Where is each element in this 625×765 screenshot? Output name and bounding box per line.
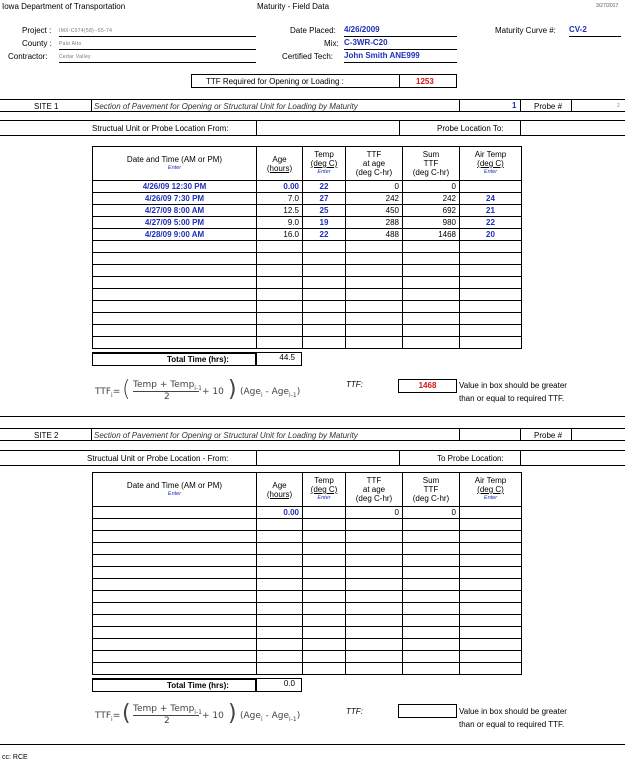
age-cell: 9.0 (257, 217, 303, 229)
age-cell (257, 603, 303, 615)
temp-cell[interactable] (303, 289, 346, 301)
sum-cell (403, 651, 460, 663)
contractor-label: Contractor: (8, 52, 48, 61)
sum-cell: 980 (403, 217, 460, 229)
site1-ttf-formula: $TTF_i=$ ( Temp + Temp$_{i-1}$ 2 + 10 ) (Age$_i$ - Age$_{i-1}$) (95, 377, 301, 402)
datetime-cell[interactable] (93, 289, 257, 301)
sum-cell (403, 639, 460, 651)
county-field[interactable]: Palo Alto (59, 41, 256, 50)
table-row (93, 567, 522, 579)
age-cell: 0.00 (257, 181, 303, 193)
site2-probe-label: Probe # (534, 431, 563, 440)
datetime-cell[interactable] (93, 277, 257, 289)
temp-cell[interactable] (303, 555, 346, 567)
sum-cell (403, 543, 460, 555)
datetime-cell[interactable] (93, 627, 257, 639)
site2-probe-field[interactable] (571, 429, 625, 440)
age-cell (257, 277, 303, 289)
air-temp-cell[interactable] (460, 301, 522, 313)
site1-table (92, 146, 522, 349)
curve-field[interactable]: CV-2 (569, 25, 621, 37)
sum-cell (403, 241, 460, 253)
sum-cell (403, 265, 460, 277)
ttf-cell (346, 241, 403, 253)
temp-cell[interactable] (303, 301, 346, 313)
air-temp-cell[interactable] (460, 181, 522, 193)
page-title: Maturity - Field Data (257, 2, 330, 11)
age-cell (257, 241, 303, 253)
age-cell (257, 543, 303, 555)
air-temp-cell[interactable] (460, 627, 522, 639)
ttf-cell (346, 639, 403, 651)
age-cell (257, 313, 303, 325)
air-temp-cell[interactable] (460, 325, 522, 337)
col-age: Age (hours) (257, 147, 303, 181)
temp-cell[interactable] (303, 615, 346, 627)
table-row (93, 591, 522, 603)
age-cell (257, 289, 303, 301)
sum-cell (403, 289, 460, 301)
age-cell (257, 253, 303, 265)
temp-cell[interactable] (303, 265, 346, 277)
sum-cell: 1468 (403, 229, 460, 241)
ttf-cell (346, 301, 403, 313)
site1-location-row (0, 120, 625, 136)
date-placed-field[interactable]: 4/26/2009 (344, 25, 457, 37)
site2-from-label: Structual Unit or Probe Location - From: (87, 454, 229, 463)
site1-from-label: Structual Unit or Probe Location From: (92, 124, 229, 133)
table-row (93, 615, 522, 627)
ttf-required-value[interactable]: 1253 (416, 77, 434, 86)
ttf-cell (346, 519, 403, 531)
age-cell: 16.0 (257, 229, 303, 241)
temp-cell[interactable] (303, 253, 346, 265)
datetime-cell[interactable] (93, 253, 257, 265)
ttf-cell (346, 265, 403, 277)
col-sum: Sum TTF (deg C-hr) (403, 147, 460, 181)
table-row (93, 603, 522, 615)
ttf-required-box (191, 74, 457, 88)
site2-bar (0, 428, 625, 441)
sum-cell (403, 567, 460, 579)
print-date: 3/27/2017 (596, 3, 619, 9)
temp-cell[interactable] (303, 337, 346, 349)
datetime-cell[interactable] (93, 301, 257, 313)
col-datetime: Date and Time (AM or PM) Enter (93, 147, 257, 181)
table-row (93, 253, 522, 265)
air-temp-cell[interactable] (460, 277, 522, 289)
col-sum: Sum TTF (deg C-hr) (403, 473, 460, 507)
table-row (93, 337, 522, 349)
air-temp-cell[interactable] (460, 289, 522, 301)
table-row (93, 289, 522, 301)
air-temp-cell[interactable] (460, 567, 522, 579)
table-row (93, 181, 522, 193)
datetime-cell[interactable] (93, 639, 257, 651)
ttf-cell (346, 591, 403, 603)
temp-cell[interactable] (303, 663, 346, 675)
ttf-cell (346, 567, 403, 579)
temp-cell[interactable] (303, 313, 346, 325)
age-cell (257, 663, 303, 675)
ttf-required-label: TTF Required for Opening or Loading : (206, 77, 344, 86)
datetime-cell[interactable]: 4/27/09 5:00 PM (93, 217, 257, 229)
datetime-cell[interactable] (93, 531, 257, 543)
temp-cell[interactable] (303, 531, 346, 543)
site2-ttf-formula: $TTF_i=$ ( Temp + Temp$_{i-1}$ 2 + 10 ) (Age$_i$ - Age$_{i-1}$) (95, 701, 301, 726)
site2-from-field[interactable] (256, 451, 400, 465)
datetime-cell[interactable] (93, 241, 257, 253)
datetime-cell[interactable]: 4/26/09 7:30 PM (93, 193, 257, 205)
site1-desc: Section of Pavement for Opening or Structural Unit for Loading by Maturity (94, 102, 358, 111)
air-temp-cell[interactable] (460, 579, 522, 591)
site1-number[interactable]: 1 (512, 101, 517, 110)
site2-location-row (0, 450, 625, 466)
site1-probe-label: Probe # (534, 102, 563, 111)
age-cell (257, 531, 303, 543)
table-row (93, 193, 522, 205)
air-temp-cell[interactable] (460, 313, 522, 325)
table-row (93, 205, 522, 217)
temp-cell[interactable] (303, 507, 346, 519)
site2-to-label: To Probe Location: (437, 454, 504, 463)
temp-cell[interactable] (303, 627, 346, 639)
datetime-cell[interactable] (93, 507, 257, 519)
age-cell (257, 325, 303, 337)
temp-cell[interactable] (303, 579, 346, 591)
col-air: Air Temp (deg C) Enter (460, 473, 522, 507)
ttf-cell (346, 325, 403, 337)
ttf-cell: 0 (346, 507, 403, 519)
ttf-cell (346, 651, 403, 663)
sum-cell (403, 301, 460, 313)
sum-cell (403, 531, 460, 543)
table-row (93, 555, 522, 567)
table-row (93, 531, 522, 543)
age-cell (257, 579, 303, 591)
sum-cell (403, 277, 460, 289)
site1-bar (0, 99, 625, 112)
air-temp-cell[interactable] (460, 615, 522, 627)
datetime-cell[interactable] (93, 519, 257, 531)
ttf-cell (346, 627, 403, 639)
temp-cell[interactable] (303, 639, 346, 651)
table-row (93, 543, 522, 555)
air-temp-cell[interactable] (460, 543, 522, 555)
table-row (93, 277, 522, 289)
age-cell (257, 301, 303, 313)
age-cell (257, 615, 303, 627)
table-row (93, 265, 522, 277)
site2-note1: Value in box should be greater (459, 707, 567, 716)
sum-cell (403, 603, 460, 615)
age-cell (257, 639, 303, 651)
age-cell (257, 651, 303, 663)
datetime-cell[interactable] (93, 543, 257, 555)
table-row (93, 519, 522, 531)
sum-cell (403, 627, 460, 639)
col-ttf: TTF at age (deg C-hr) (346, 473, 403, 507)
contractor-field[interactable]: Cedar Valley (59, 54, 256, 63)
air-temp-cell[interactable] (460, 507, 522, 519)
air-temp-cell[interactable]: 21 (460, 205, 522, 217)
ttf-cell (346, 543, 403, 555)
datetime-cell[interactable] (93, 265, 257, 277)
site2-label: SITE 2 (34, 431, 59, 440)
air-temp-cell[interactable]: 20 (460, 229, 522, 241)
age-cell: 7.0 (257, 193, 303, 205)
sum-cell (403, 253, 460, 265)
ttf-cell (346, 253, 403, 265)
air-temp-cell[interactable] (460, 639, 522, 651)
air-temp-cell[interactable] (460, 603, 522, 615)
temp-cell[interactable] (303, 241, 346, 253)
sum-cell (403, 663, 460, 675)
site2-to-field[interactable] (520, 451, 625, 465)
sum-cell (403, 591, 460, 603)
sum-cell: 0 (403, 507, 460, 519)
site2-total-value: 0.0 (256, 678, 302, 692)
ttf-cell (346, 555, 403, 567)
table-row (93, 507, 522, 519)
sum-cell (403, 337, 460, 349)
table-row (93, 639, 522, 651)
sum-cell (403, 325, 460, 337)
datetime-cell[interactable] (93, 591, 257, 603)
ttf-cell (346, 277, 403, 289)
air-temp-cell[interactable]: 24 (460, 193, 522, 205)
sum-cell: 242 (403, 193, 460, 205)
sum-cell (403, 313, 460, 325)
site1-to-label: Probe Location To: (437, 124, 504, 133)
age-cell: 12.5 (257, 205, 303, 217)
ttf-cell (346, 337, 403, 349)
ttf-cell (346, 531, 403, 543)
datetime-cell[interactable] (93, 579, 257, 591)
ttf-cell: 288 (346, 217, 403, 229)
temp-cell[interactable]: 19 (303, 217, 346, 229)
cc-footer: cc: RCE (2, 754, 28, 761)
site1-total-value: 44.5 (256, 352, 302, 366)
air-temp-cell[interactable]: 22 (460, 217, 522, 229)
air-temp-cell[interactable] (460, 241, 522, 253)
site1-from-field[interactable] (256, 121, 400, 135)
age-cell (257, 555, 303, 567)
sum-cell (403, 615, 460, 627)
datetime-cell[interactable]: 4/28/09 9:00 AM (93, 229, 257, 241)
site2-desc: Section of Pavement for Opening or Structural Unit for Loading by Maturity (94, 431, 358, 440)
ttf-cell (346, 663, 403, 675)
ttf-cell (346, 615, 403, 627)
site1-ttf-label: TTF: (346, 380, 363, 389)
air-temp-cell[interactable] (460, 591, 522, 603)
date-placed-label: Date Placed: (290, 26, 336, 35)
ttf-cell: 242 (346, 193, 403, 205)
temp-cell[interactable] (303, 591, 346, 603)
site1-total-label: Total Time (hrs): (167, 355, 229, 364)
temp-cell[interactable] (303, 543, 346, 555)
site2-table (92, 472, 522, 675)
temp-cell[interactable] (303, 519, 346, 531)
temp-cell[interactable] (303, 567, 346, 579)
site2-total-label: Total Time (hrs): (167, 681, 229, 690)
site1-total-row (92, 352, 256, 366)
temp-cell[interactable] (303, 277, 346, 289)
datetime-cell[interactable] (93, 337, 257, 349)
table-row (93, 229, 522, 241)
ttf-cell: 0 (346, 181, 403, 193)
datetime-cell[interactable] (93, 555, 257, 567)
sum-cell: 0 (403, 181, 460, 193)
air-temp-cell[interactable] (460, 265, 522, 277)
age-cell (257, 265, 303, 277)
age-cell (257, 591, 303, 603)
table-row (93, 325, 522, 337)
table-row (93, 627, 522, 639)
sum-cell: 692 (403, 205, 460, 217)
mix-field[interactable]: C-3WR-C20 (344, 38, 457, 50)
site1-note1: Value in box should be greater (459, 381, 567, 390)
air-temp-cell[interactable] (460, 555, 522, 567)
datetime-cell[interactable] (93, 567, 257, 579)
table-row (93, 579, 522, 591)
ttf-cell (346, 579, 403, 591)
ttf-cell: 488 (346, 229, 403, 241)
ttf-cell (346, 289, 403, 301)
datetime-cell[interactable]: 4/26/09 12:30 PM (93, 181, 257, 193)
col-age: Age (hours) (257, 473, 303, 507)
sum-cell (403, 579, 460, 591)
datetime-cell[interactable] (93, 325, 257, 337)
project-field[interactable]: IMX-C074(58)--55-74 (59, 28, 256, 37)
site2-total-row (92, 678, 256, 692)
temp-cell[interactable] (303, 325, 346, 337)
site1-probe-value[interactable]: 2 (617, 103, 620, 109)
sum-cell (403, 555, 460, 567)
temp-cell[interactable] (303, 651, 346, 663)
temp-cell[interactable]: 22 (303, 181, 346, 193)
site1-to-field[interactable] (520, 121, 625, 135)
datetime-cell[interactable] (93, 651, 257, 663)
temp-cell[interactable]: 22 (303, 229, 346, 241)
table-row (93, 241, 522, 253)
site1-ttf-value: 1468 (398, 379, 457, 393)
air-temp-cell[interactable] (460, 531, 522, 543)
col-temp: Temp (deg C) Enter (303, 473, 346, 507)
datetime-cell[interactable] (93, 603, 257, 615)
air-temp-cell[interactable] (460, 337, 522, 349)
table-row (93, 651, 522, 663)
air-temp-cell[interactable] (460, 651, 522, 663)
ttf-cell (346, 313, 403, 325)
col-air: Air Temp (deg C) Enter (460, 147, 522, 181)
ttf-cell: 450 (346, 205, 403, 217)
air-temp-cell[interactable] (460, 663, 522, 675)
tech-field[interactable]: John Smith ANE999 (344, 51, 457, 63)
air-temp-cell[interactable] (460, 519, 522, 531)
col-temp: Temp (deg C) Enter (303, 147, 346, 181)
age-cell (257, 337, 303, 349)
datetime-cell[interactable] (93, 615, 257, 627)
air-temp-cell[interactable] (460, 253, 522, 265)
site2-ttf-label: TTF: (346, 707, 363, 716)
datetime-cell[interactable] (93, 313, 257, 325)
site2-ttf-value (398, 704, 457, 718)
table-row (93, 313, 522, 325)
county-label: County : (22, 39, 52, 48)
site1-note2: than or equal to required TTF. (459, 394, 565, 403)
ttf-cell (346, 603, 403, 615)
tech-label: Certified Tech: (282, 52, 333, 61)
datetime-cell[interactable]: 4/27/09 8:00 AM (93, 205, 257, 217)
age-cell (257, 567, 303, 579)
table-row (93, 301, 522, 313)
temp-cell[interactable] (303, 603, 346, 615)
curve-label: Maturity Curve #: (495, 26, 556, 35)
col-datetime: Date and Time (AM or PM) Enter (93, 473, 257, 507)
col-ttf: TTF at age (deg C-hr) (346, 147, 403, 181)
table-row (93, 217, 522, 229)
site2-note2: than or equal to required TTF. (459, 720, 565, 729)
datetime-cell[interactable] (93, 663, 257, 675)
temp-cell[interactable]: 27 (303, 193, 346, 205)
sum-cell (403, 519, 460, 531)
org-name: Iowa Department of Transportation (2, 2, 126, 11)
age-cell (257, 627, 303, 639)
age-cell (257, 519, 303, 531)
table-row (93, 663, 522, 675)
mix-label: Mix: (324, 39, 339, 48)
temp-cell[interactable]: 25 (303, 205, 346, 217)
site2-number-field[interactable] (458, 429, 521, 440)
age-cell: 0.00 (257, 507, 303, 519)
project-label: Project : (22, 26, 52, 35)
site1-label: SITE 1 (34, 102, 59, 111)
